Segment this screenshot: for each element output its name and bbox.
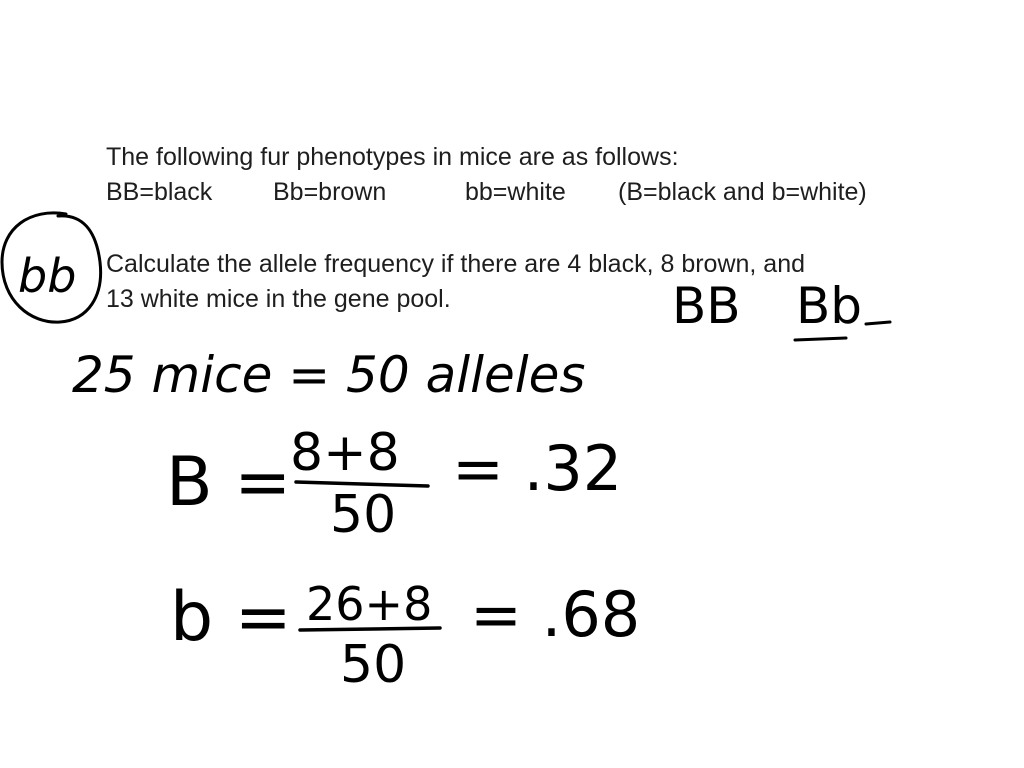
allele-key-text: (B=black and b=white) <box>618 178 867 206</box>
freq-b-upper-result: = .32 <box>452 432 623 505</box>
circled-bb-label: bb <box>18 249 77 303</box>
underline-mark-short <box>866 322 890 324</box>
mice-total-note: 25 mice = 50 alleles <box>72 346 586 404</box>
genotype-bb-white: bb=white <box>465 178 566 206</box>
question-line-1: Calculate the allele frequency if there are 4 black, 8 brown, and <box>106 250 806 278</box>
genotype-bb-brown: Bb=brown <box>273 178 387 206</box>
freq-b-upper-numerator: 8+8 <box>290 423 400 483</box>
side-label-bb-upper: BB <box>672 277 741 335</box>
freq-b-upper-var: B = <box>166 443 292 522</box>
freq-b-lower-var: b = <box>170 578 292 657</box>
freq-b-lower-numerator: 26+8 <box>306 577 433 631</box>
underline-mark <box>795 338 846 340</box>
freq-b-upper-denominator: 50 <box>330 485 397 545</box>
side-label-bb-mixed: Bb <box>796 277 863 335</box>
freq-b-lower-denominator: 50 <box>340 635 407 695</box>
fraction-bar <box>300 628 440 630</box>
problem-intro-text: The following fur phenotypes in mice are as follows: <box>106 143 679 171</box>
genotype-bb-black: BB=black <box>106 178 213 206</box>
question-line-2: 13 white mice in the gene pool. <box>106 285 451 313</box>
freq-b-lower-result: = .68 <box>470 578 641 651</box>
